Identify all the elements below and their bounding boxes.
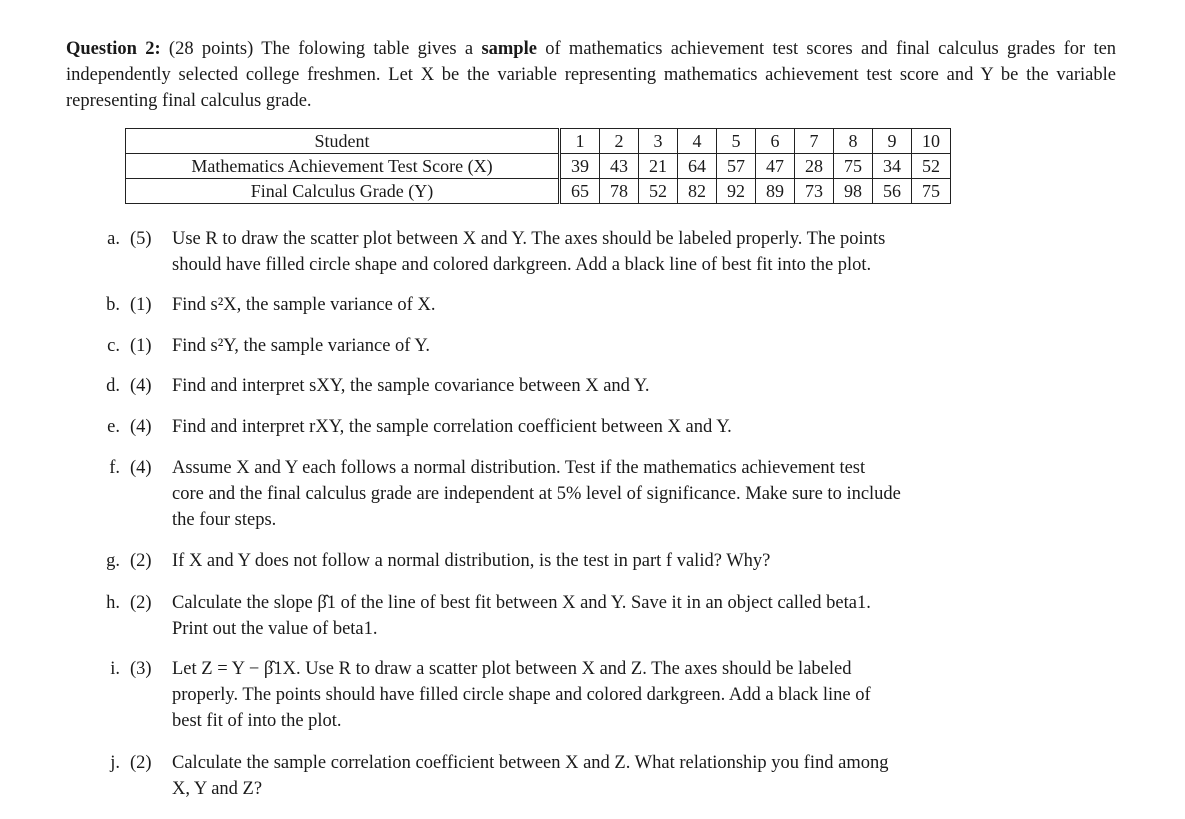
part-line: Calculate the slope β̂1 of the line of best fit between X and Y. Save it in an object called beta1. [172,593,871,613]
question-intro [66,36,1116,114]
table-cell: 47 [756,154,795,179]
data-table [125,128,951,204]
part-letter: c. [107,336,120,356]
part-letter: g. [106,551,120,571]
table-cell: 75 [834,154,873,179]
part-letter: a. [107,229,120,249]
part-points: (4) [130,376,152,396]
table-cell: 98 [834,179,873,204]
part-letter: d. [106,376,120,396]
table-cell: 73 [795,179,834,204]
table-cell: 6 [756,129,795,154]
part-letter: b. [106,295,120,315]
table-cell: 8 [834,129,873,154]
part-points: (4) [130,417,152,437]
table-cell: 4 [678,129,717,154]
table-cell: 78 [600,179,639,204]
intro-text-pre: The folowing table gives a [261,39,474,59]
part-line: Print out the value of beta1. [172,619,378,639]
table-cell: 28 [795,154,834,179]
row-label: Mathematics Achievement Test Score (X) [126,154,560,179]
part-line: Find s²X, the sample variance of X. [172,295,436,315]
part-line: Find and interpret sXY, the sample covariance between X and Y. [172,376,650,396]
part-line: Use R to draw the scatter plot between X and Y. The axes should be labeled properly. The points [172,229,886,249]
part-line: properly. The points should have filled circle shape and colored darkgreen. Add a black line of [172,685,871,705]
table-cell: 21 [639,154,678,179]
part-letter: f. [109,458,120,478]
table-row-student [126,129,951,154]
table-cell: 10 [912,129,951,154]
part-points: (2) [130,551,152,571]
part-line: core and the final calculus grade are independent at 5% level of significance. Make sure to include [172,484,901,504]
table-cell: 75 [912,179,951,204]
table-cell: 9 [873,129,912,154]
intro-bold-word: sample [481,39,537,59]
table-row-y [126,179,951,204]
table-cell: 65 [560,179,600,204]
question-label: Question 2: [66,39,161,59]
table-cell: 52 [912,154,951,179]
part-points: (4) [130,458,152,478]
part-points: (5) [130,229,152,249]
table-cell: 92 [717,179,756,204]
row-label: Final Calculus Grade (Y) [126,179,560,204]
intro-text-post: of mathematics achievement test scores and final calculus grades for ten independently selected college freshmen. Let X be the variable representing mathematics achievement test score and Y be the variable representing final calculus grade. [66,39,1117,111]
part-points: (1) [130,295,152,315]
part-line: should have filled circle shape and colored darkgreen. Add a black line of best fit into the plot. [172,255,872,275]
table-cell: 5 [717,129,756,154]
part-line: If X and Y does not follow a normal distribution, is the test in part f valid? Why? [172,551,771,571]
part-points: (3) [130,659,152,679]
table-cell: 34 [873,154,912,179]
part-line: Calculate the sample correlation coefficient between X and Z. What relationship you find among [172,753,889,773]
part-line: Find and interpret rXY, the sample correlation coefficient between X and Y. [172,417,732,437]
part-line: Let Z = Y − β̂1X. Use R to draw a scatter plot between X and Z. The axes should be labeled [172,659,852,679]
table-cell: 52 [639,179,678,204]
table-cell: 89 [756,179,795,204]
table-cell: 82 [678,179,717,204]
part-letter: e. [107,417,120,437]
part-points: (1) [130,336,152,356]
table-cell: 2 [600,129,639,154]
part-line: the four steps. [172,510,277,530]
part-letter: h. [106,593,120,613]
part-points: (2) [130,593,152,613]
part-line: Find s²Y, the sample variance of Y. [172,336,430,356]
table-cell: 43 [600,154,639,179]
table-cell: 64 [678,154,717,179]
part-line: X, Y and Z? [172,779,263,799]
table-cell: 7 [795,129,834,154]
part-letter: i. [110,659,120,679]
part-line: best fit of into the plot. [172,711,342,731]
question-points: (28 points) [168,39,254,59]
table-cell: 3 [639,129,678,154]
part-letter: j. [110,753,120,773]
table-row-x [126,154,951,179]
table-cell: 57 [717,154,756,179]
part-line: Assume X and Y each follows a normal distribution. Test if the mathematics achievement test [172,458,866,478]
part-a [90,226,1120,278]
table-cell: 1 [560,129,600,154]
table-cell: 56 [873,179,912,204]
row-label: Student [126,129,560,154]
table-cell: 39 [560,154,600,179]
part-points: (2) [130,753,152,773]
